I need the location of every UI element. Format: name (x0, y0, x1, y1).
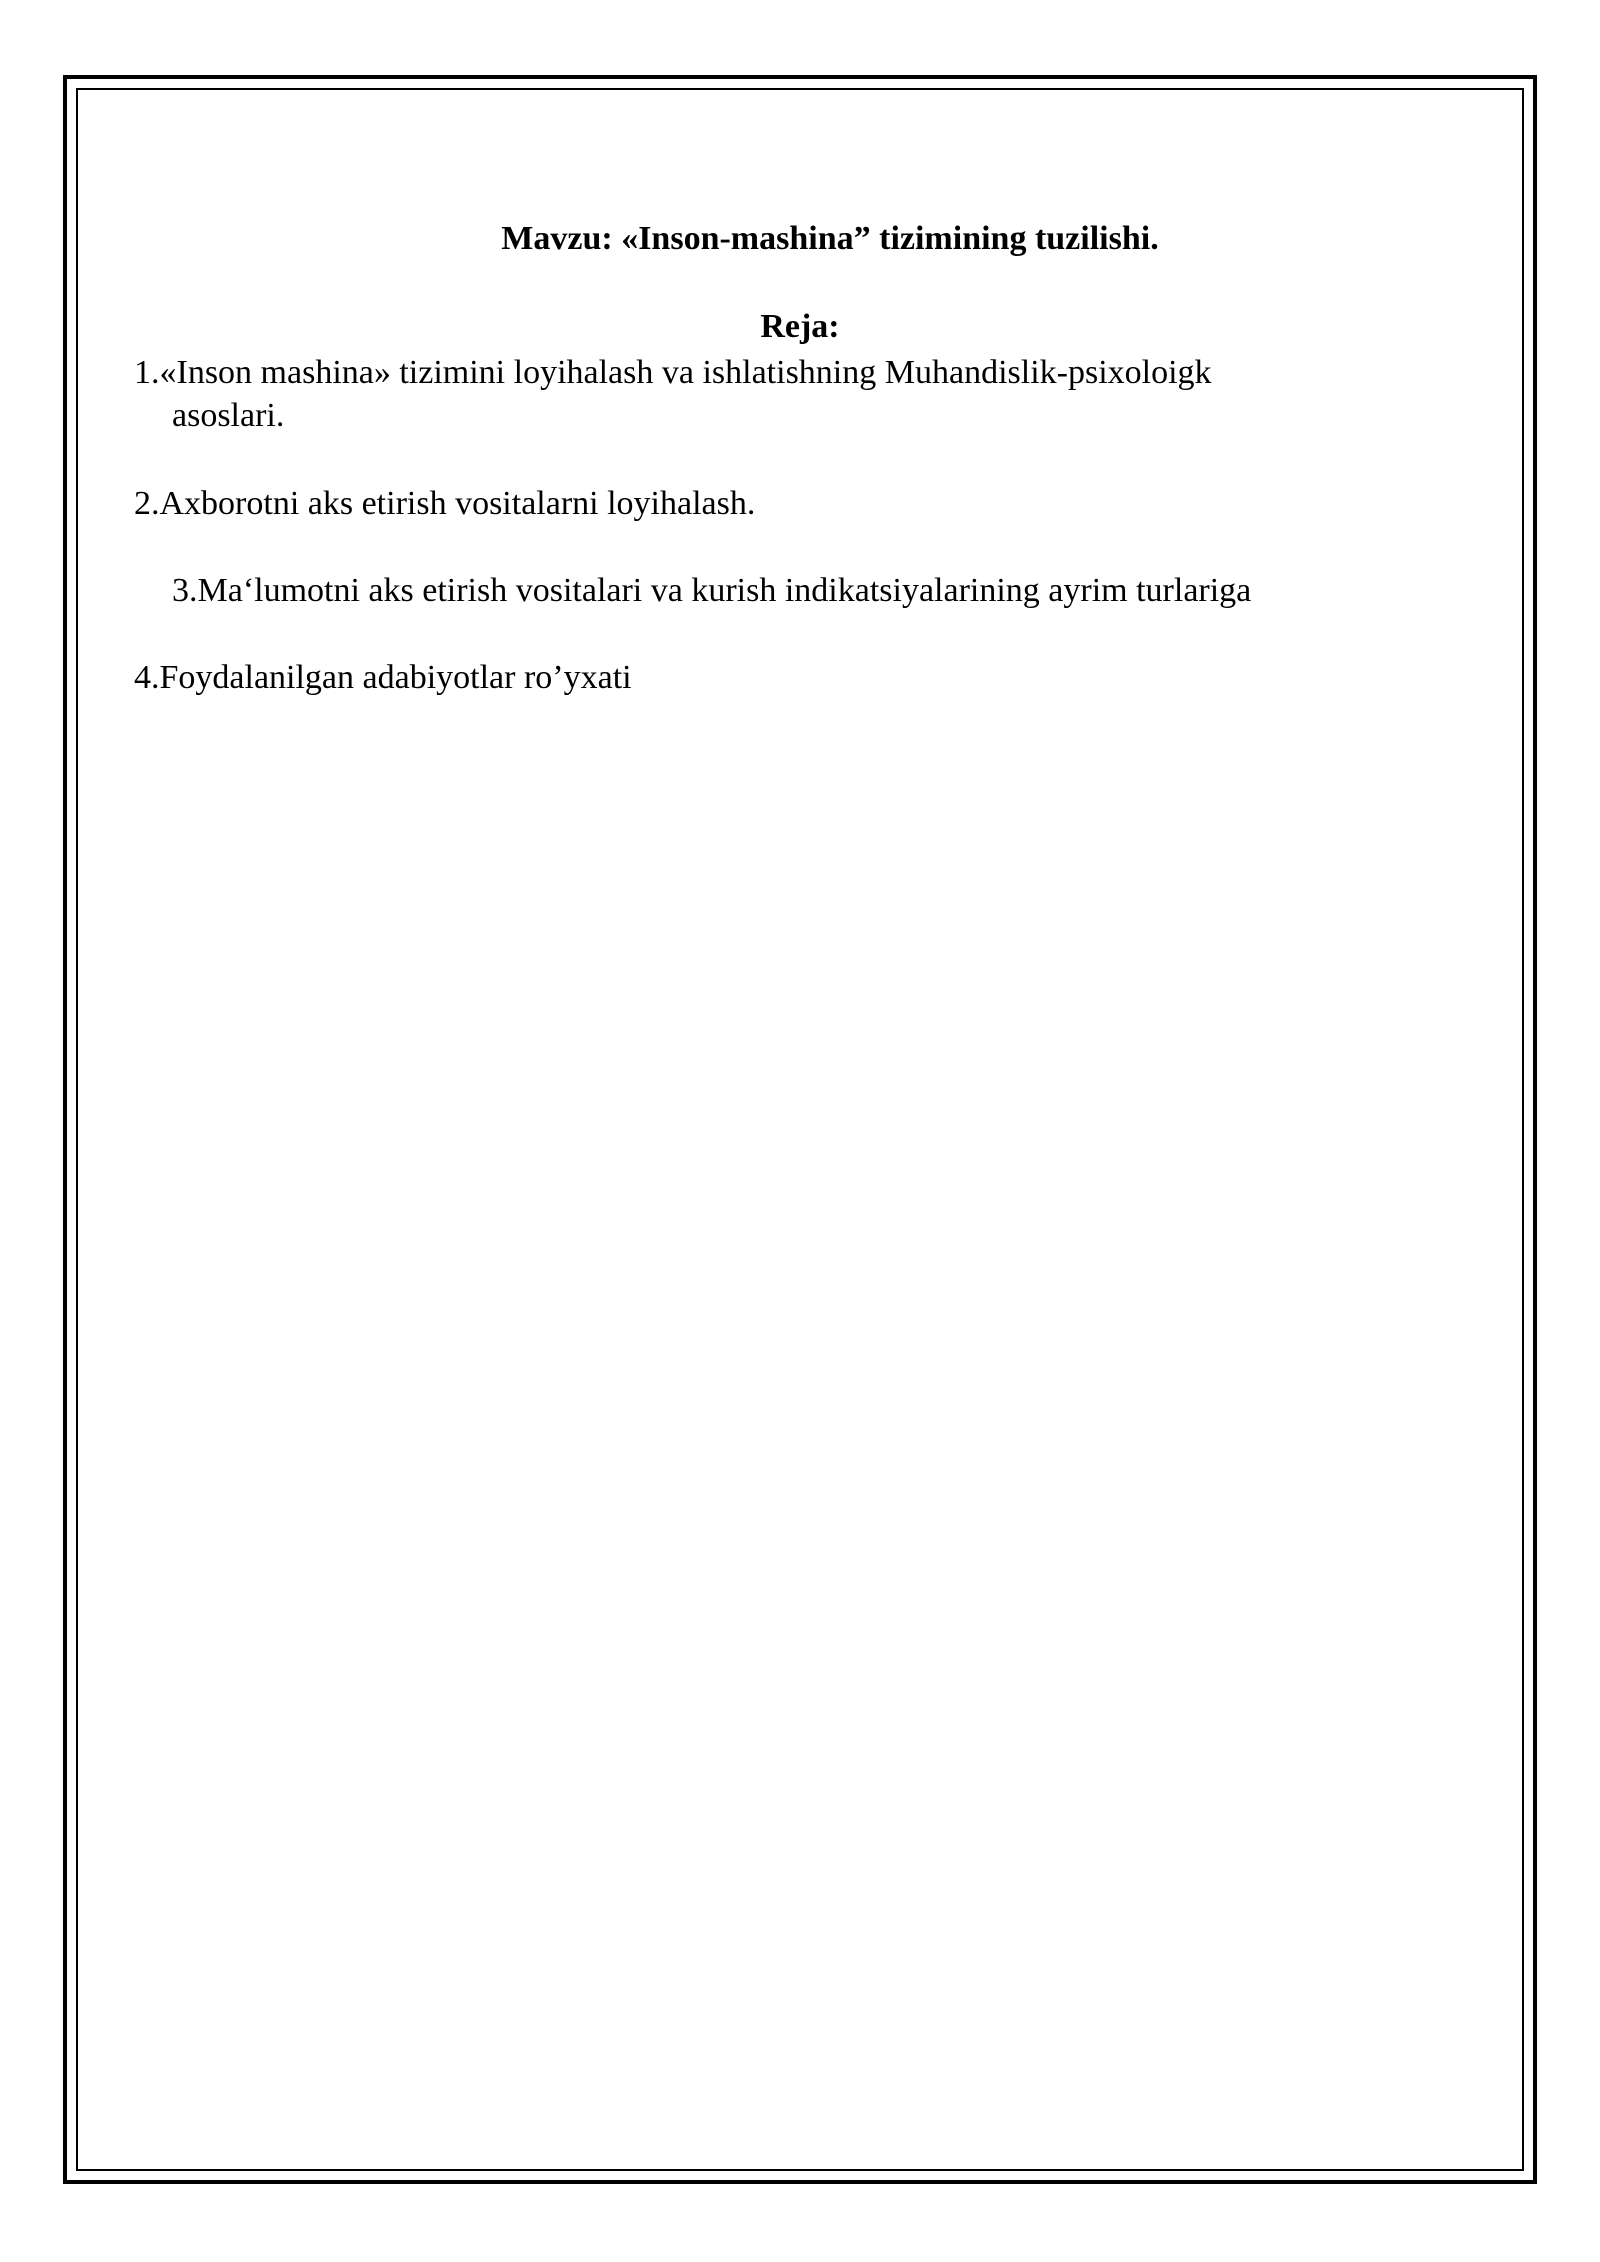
plan-item-2: 2.Axborotni aks etirish vositalarni loyihalash. (134, 485, 756, 522)
plan-heading: Reja: (760, 308, 840, 345)
document-title: Mavzu: «Inson-mashina” tizimining tuzilishi. (501, 220, 1159, 257)
plan-item-1: 1.«Inson mashina» tizimini loyihalash va ishlatishning Muhandislik-psixoloigk (134, 354, 1212, 391)
plan-item-1-continuation: asoslari. (172, 397, 285, 434)
plan-item-3: 3.Ma‘lumotni aks etirish vositalari va kurish indikatsiyalarining ayrim turlariga (172, 572, 1252, 609)
plan-item-4: 4.Foydalanilgan adabiyotlar ro’yxati (134, 659, 632, 696)
